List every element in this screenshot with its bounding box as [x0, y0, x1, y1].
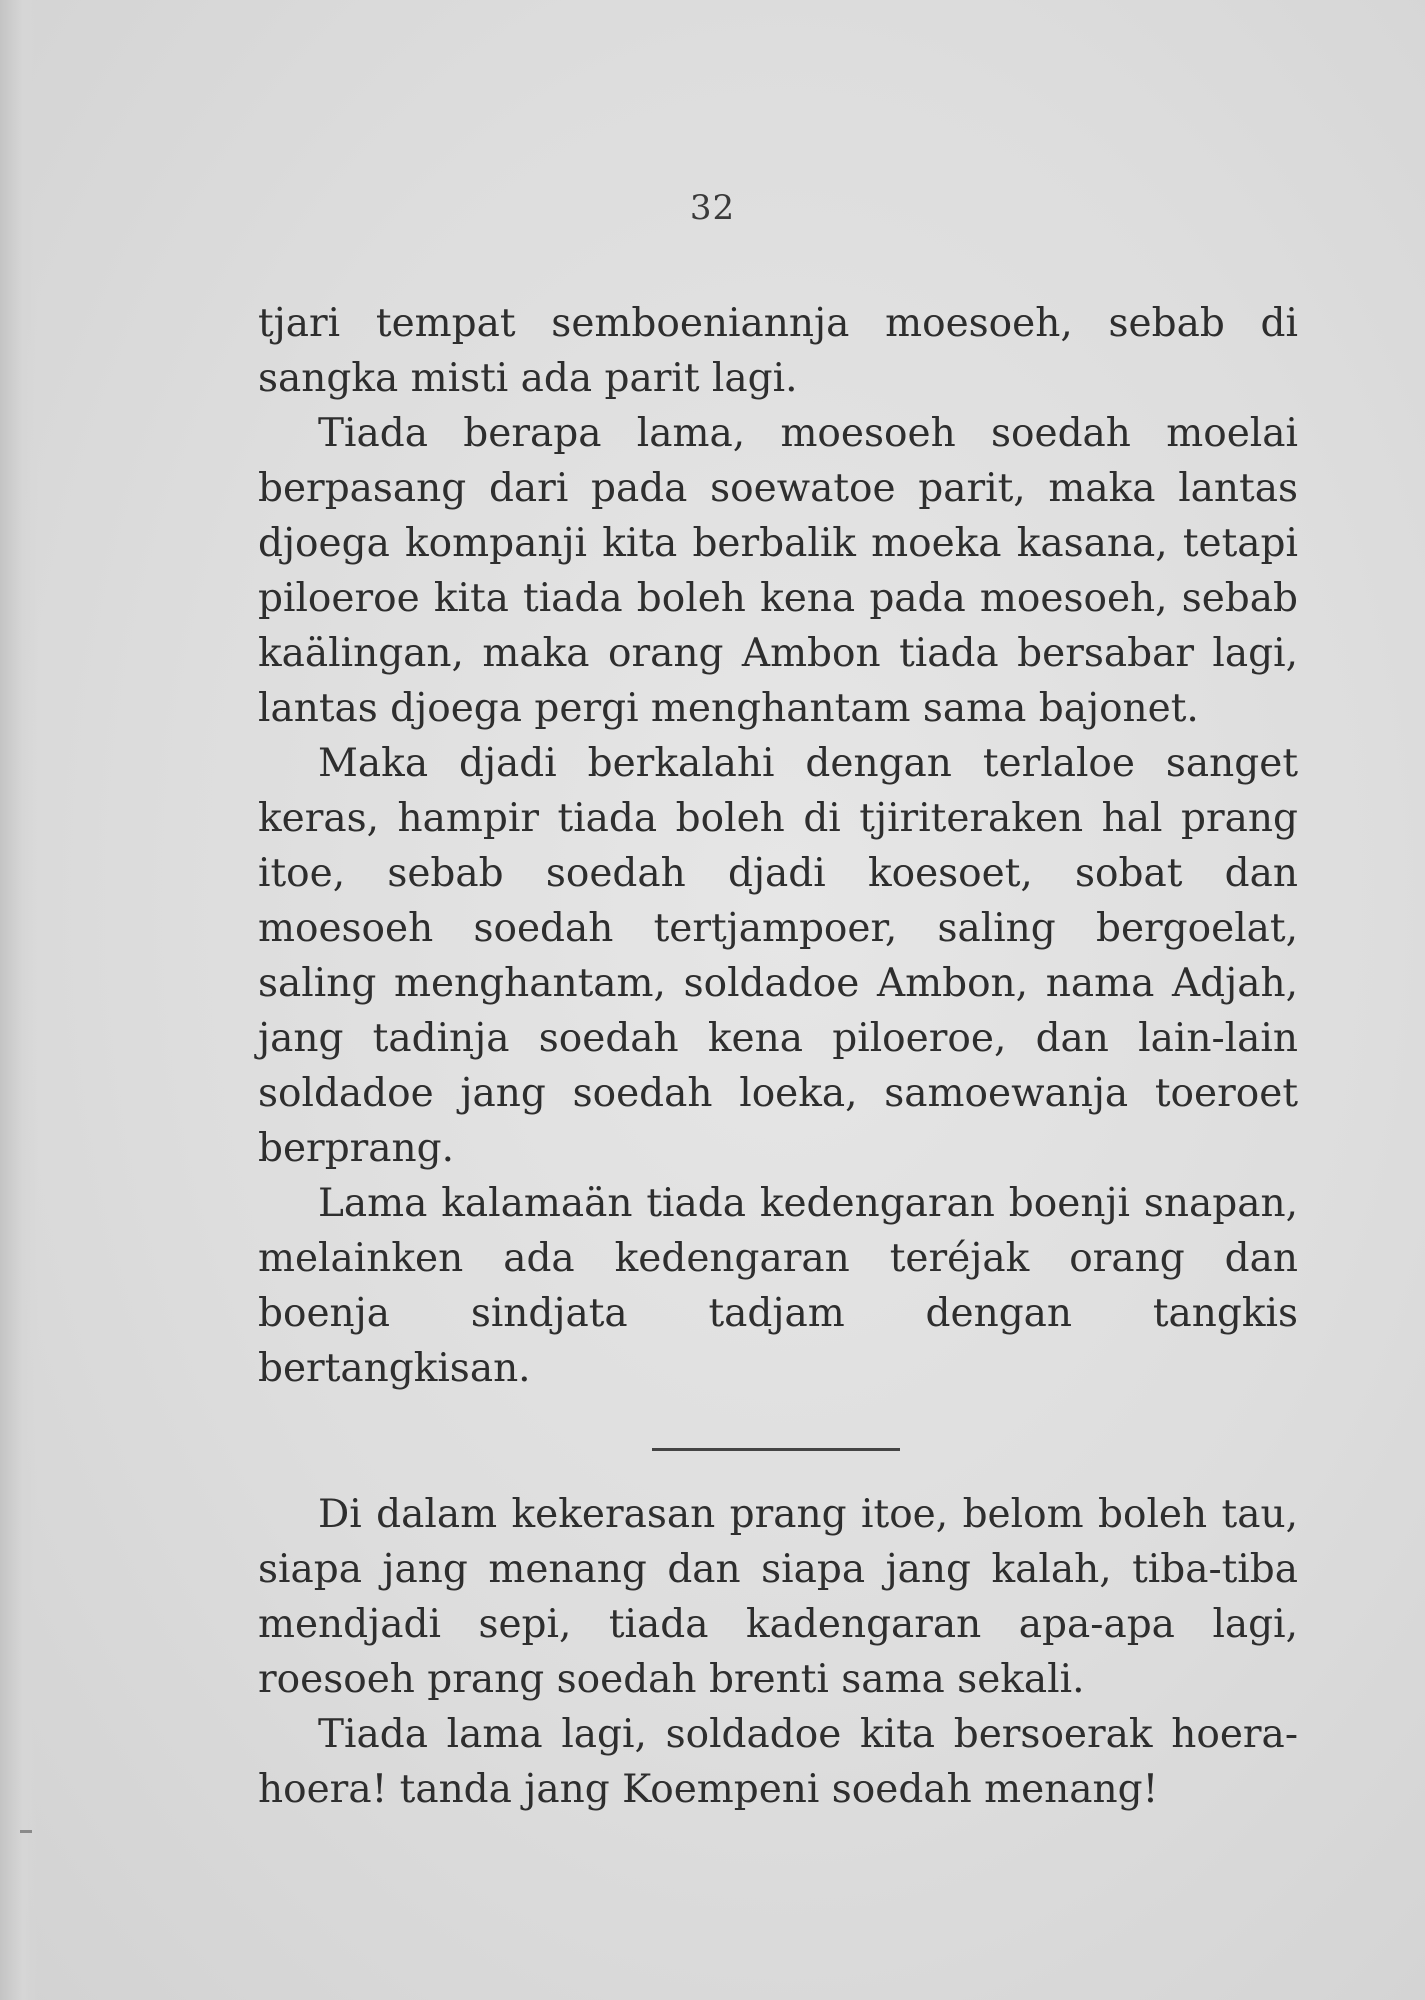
paragraph: Di dalam kekerasan prang itoe, belom boleh tau, siapa jang menang dan siapa jang kalah, tiba-tiba mendjadi sepi, tiada kadengaran apa-apa lagi, roesoeh prang soedah brenti sama sekali. — [258, 1492, 1298, 1702]
paragraph: Tiada berapa lama, moesoeh soedah moelai berpasang dari pada soewatoe parit, maka lantas djoega kompanji kita berbalik moeka kasana, tetapi piloeroe kita tiada boleh kena pada moesoeh, sebab kaälingan, maka orang Ambon tiada bersabar lagi, lantas djoega pergi menghantam sama bajonet. — [258, 411, 1298, 731]
page-number: 32 — [689, 188, 736, 228]
paragraph: tjari tempat semboeniannja moesoeh, sebab di sangka misti ada parit lagi. — [258, 301, 1298, 401]
margin-mark — [20, 1830, 32, 1833]
paragraph: Lama kalamaän tiada kedengaran boenji snapan, melainken ada kedengaran teréjak orang dan boenja sindjata tadjam dengan tangkis bertangkisan. — [258, 1181, 1298, 1391]
text-section-1 — [258, 296, 1298, 1396]
text-section-2 — [258, 1487, 1298, 1817]
paragraph: Maka djadi berkalahi dengan terlaloe sanget keras, hampir tiada boleh di tjiriteraken hal prang itoe, sebab soedah djadi koesoet, sobat dan moesoeh soedah tertjampoer, saling bergoelat, saling menghantam, soldadoe Ambon, nama Adjah, jang tadinja soedah kena piloeroe, dan lain-lain soldadoe jang soedah loeka, samoewanja toeroet berprang. — [258, 741, 1298, 1171]
paragraph: Tiada lama lagi, soldadoe kita bersoerak hoera-hoera! tanda jang Koempeni soedah menang! — [258, 1712, 1298, 1812]
section-divider-rule — [652, 1448, 900, 1451]
binding-gutter-shadow — [0, 0, 38, 2000]
